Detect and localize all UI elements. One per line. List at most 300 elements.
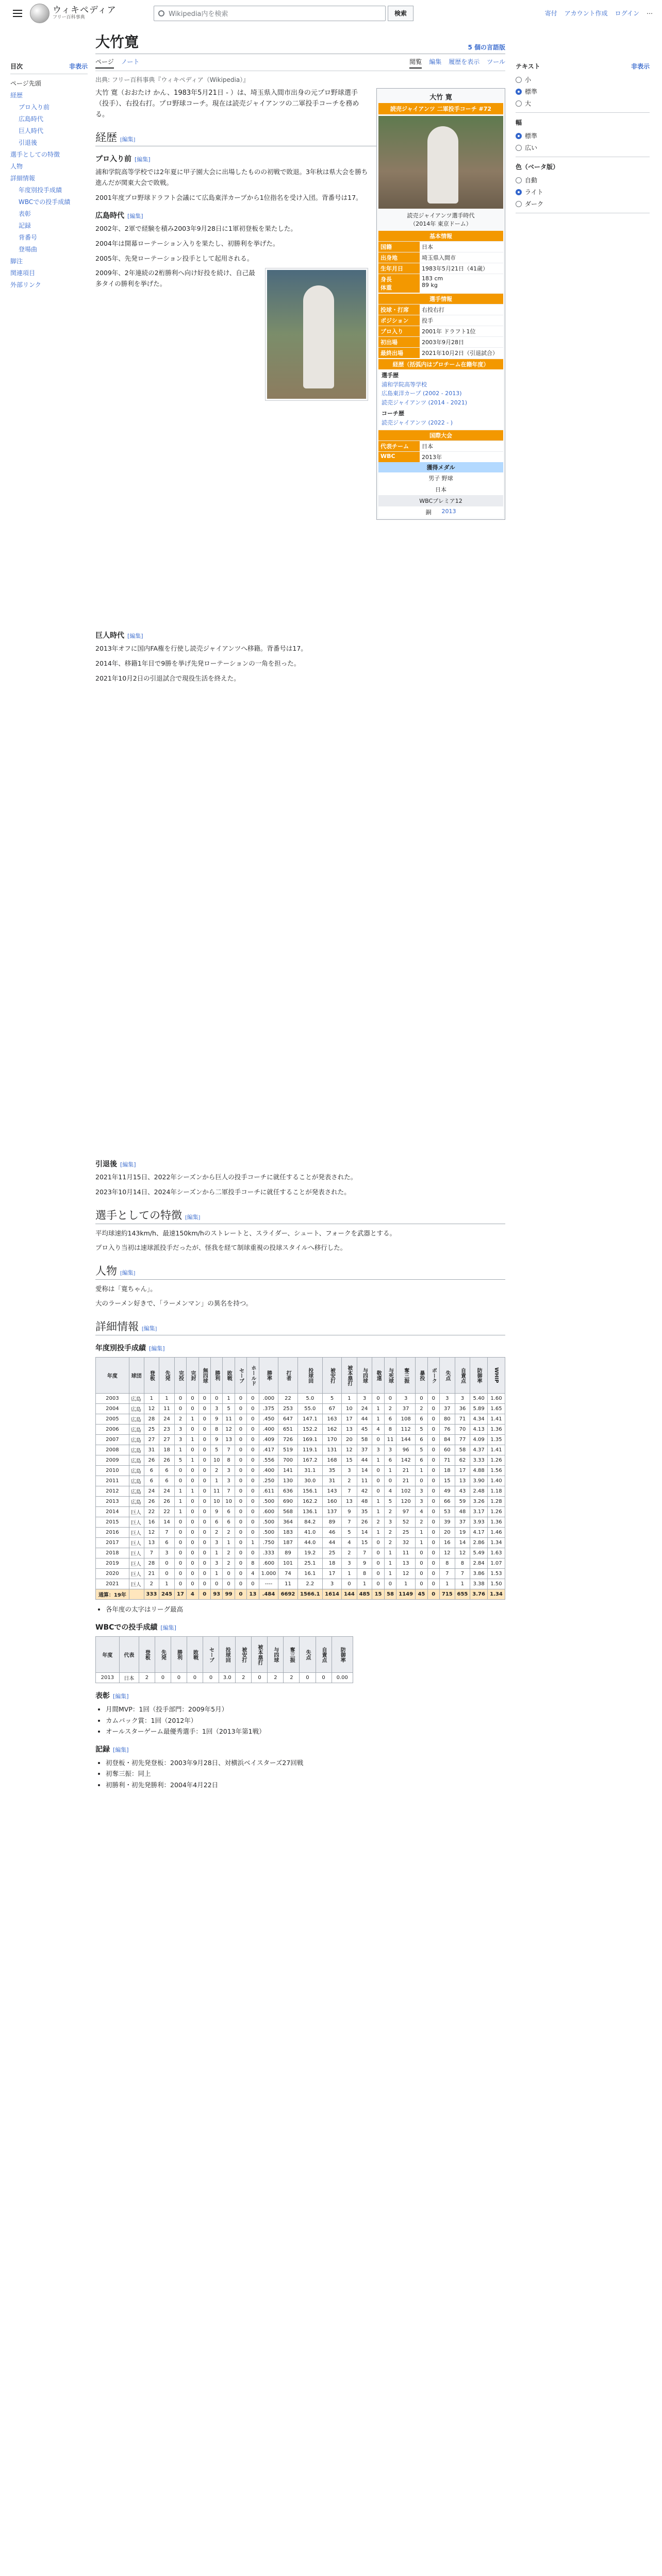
table-cell: 5 — [323, 1394, 342, 1404]
table-cell: 2013 — [96, 1497, 129, 1507]
site-logo[interactable] — [30, 4, 143, 23]
table-cell[interactable]: 巨人 — [129, 1528, 144, 1538]
tab-history[interactable]: 履歴を表示 — [449, 58, 480, 65]
table-cell: 0 — [416, 1476, 427, 1486]
table-cell: 4 — [384, 1486, 396, 1497]
infobox-row — [378, 241, 503, 252]
table-cell: 1 — [342, 1569, 357, 1579]
table-cell[interactable]: 広島 — [129, 1435, 144, 1445]
career-player-item[interactable]: 浦和学院高等学校 — [382, 381, 427, 388]
table-cell: 49 — [439, 1486, 455, 1497]
edit-link[interactable]: [編集] — [160, 1624, 176, 1632]
table-cell[interactable]: 巨人 — [129, 1569, 144, 1579]
table-cell: 4 — [372, 1425, 384, 1435]
infobox-value: 日本 — [420, 441, 503, 451]
table-cell: 21 — [144, 1569, 159, 1579]
table-cell: 5.49 — [470, 1548, 488, 1558]
table-cell: 1.36 — [487, 1425, 505, 1435]
table-cell: 152.2 — [297, 1425, 323, 1435]
table-cell: 0 — [247, 1445, 259, 1455]
table-cell: 0 — [235, 1414, 246, 1425]
table-cell: 0 — [384, 1476, 396, 1486]
table-cell: 2012 — [96, 1486, 129, 1497]
para-hiroshima-3: 2005年、先発ローテーション投手として起用される。 — [95, 254, 254, 262]
infobox-row — [378, 315, 503, 326]
table-cell: 8 — [455, 1558, 470, 1569]
stats-header: 打者 — [278, 1358, 297, 1394]
toc-item[interactable]: 表彰 — [19, 210, 31, 217]
toc-item[interactable]: 登場曲 — [19, 246, 38, 253]
table-of-contents — [10, 62, 88, 291]
toc-item[interactable]: 年度別投手成績 — [19, 187, 62, 194]
table-cell: 647 — [278, 1414, 297, 1425]
table-cell: 1.07 — [487, 1558, 505, 1569]
table-cell: 0 — [198, 1538, 210, 1548]
table-cell: 1 — [416, 1538, 427, 1548]
wbc-header: 防御率 — [332, 1637, 353, 1673]
table-cell: 31 — [144, 1445, 159, 1455]
table-cell: 11 — [384, 1435, 396, 1445]
table-cell: 1 — [384, 1466, 396, 1476]
toc-item[interactable]: 広島時代 — [19, 115, 44, 123]
table-cell: 119.1 — [297, 1445, 323, 1455]
tools-hide-button[interactable]: 非表示 — [631, 63, 650, 70]
stats-header: ボーク — [427, 1358, 439, 1394]
table-cell: 36 — [455, 1404, 470, 1414]
table-cell: 2013 — [96, 1673, 120, 1683]
text-size-option-label: 大 — [525, 100, 532, 107]
toc-item[interactable]: 巨人時代 — [19, 127, 44, 134]
main-content — [95, 31, 505, 1794]
table-cell: 364 — [278, 1517, 297, 1528]
stats-note[interactable]: • 各年度の太字はリーグ最高 — [106, 1604, 505, 1615]
table-cell: 0 — [187, 1445, 198, 1455]
radio-icon[interactable] — [516, 77, 522, 83]
table-cell: 1.46 — [487, 1528, 505, 1538]
table-cell: 136.1 — [297, 1507, 323, 1517]
record-item[interactable]: • 初奪三振：同上 — [106, 1768, 505, 1779]
medal-year[interactable]: 2013 — [441, 507, 456, 515]
table-cell: 4.88 — [470, 1466, 488, 1476]
infobox-title: 大竹 寛 — [429, 94, 452, 101]
table-cell: 9 — [210, 1507, 222, 1517]
table-cell: .500 — [259, 1517, 278, 1528]
radio-icon[interactable] — [516, 201, 522, 207]
table-cell: 0 — [235, 1558, 246, 1569]
table-cell: 6 — [416, 1435, 427, 1445]
table-cell[interactable]: 巨人 — [129, 1538, 144, 1548]
user-links — [545, 9, 653, 18]
career-player-item[interactable]: 広島東洋カープ (2002 - 2013) — [382, 390, 462, 397]
table-cell: 8 — [384, 1425, 396, 1435]
edit-link[interactable]: [編集] — [120, 1161, 136, 1168]
color-option[interactable] — [516, 186, 650, 198]
infobox-key: 生年月日 — [378, 263, 420, 274]
edit-link[interactable]: [編集] — [120, 137, 136, 143]
table-cell: 0 — [427, 1538, 439, 1548]
search-form — [154, 6, 413, 21]
table-cell: 1.40 — [487, 1476, 505, 1486]
table-cell: 99 — [223, 1589, 235, 1600]
table-cell: 0 — [427, 1528, 439, 1538]
table-cell: 26 — [144, 1497, 159, 1507]
table-cell: 0 — [235, 1569, 246, 1579]
table-cell: .400 — [259, 1425, 278, 1435]
table-cell: 3 — [210, 1404, 222, 1414]
table-cell: 15 — [372, 1589, 384, 1600]
heading-hiroshima: 広島時代 [編集] — [95, 212, 143, 221]
infobox-row — [378, 274, 503, 293]
infobox-row — [378, 440, 503, 451]
table-cell: 0 — [235, 1486, 246, 1497]
radio-icon[interactable] — [516, 89, 522, 95]
table-cell: 0 — [247, 1476, 259, 1486]
table-cell: 10 — [342, 1404, 357, 1414]
stats-header: 防御率 — [470, 1358, 488, 1394]
table-cell: 6 — [223, 1517, 235, 1528]
text-size-option[interactable] — [516, 74, 650, 86]
table-cell: 0 — [235, 1538, 246, 1548]
wbc-header: 自責点 — [316, 1637, 332, 1673]
table-cell: 62 — [455, 1455, 470, 1466]
table-cell: 0 — [372, 1579, 384, 1589]
table-cell: 253 — [278, 1404, 297, 1414]
search-button[interactable]: 検索 — [388, 6, 413, 21]
table-cell: 0 — [372, 1569, 384, 1579]
width-option-label: 広い — [525, 144, 538, 151]
table-cell: 7 — [144, 1548, 159, 1558]
stats-header: 勝利 — [210, 1358, 222, 1394]
table-cell: 2019 — [96, 1558, 129, 1569]
table-row — [96, 1445, 505, 1455]
table-cell: 333 — [144, 1589, 159, 1600]
edit-link[interactable]: [編集] — [149, 1345, 165, 1352]
table-cell: 7 — [455, 1569, 470, 1579]
table-cell: 1 — [210, 1569, 222, 1579]
color-option[interactable] — [516, 174, 650, 186]
table-cell[interactable]: 巨人 — [129, 1548, 144, 1558]
wbc-header: 失点 — [300, 1637, 316, 1673]
table-cell — [129, 1589, 144, 1600]
page-title: 大竹寛 — [95, 35, 139, 50]
radio-icon[interactable] — [516, 177, 522, 183]
table-cell: 0 — [427, 1497, 439, 1507]
table-cell: 0 — [210, 1394, 222, 1404]
color-option-label: ダーク — [525, 200, 544, 208]
table-row — [96, 1486, 505, 1497]
table-cell: 1.56 — [487, 1466, 505, 1476]
toc-item[interactable]: 詳細情報 — [10, 175, 36, 182]
table-cell: 12 — [144, 1404, 159, 1414]
table-cell: 2021 — [96, 1579, 129, 1589]
table-cell[interactable]: 巨人 — [129, 1517, 144, 1528]
table-cell: 0 — [372, 1486, 384, 1497]
table-cell: 13 — [342, 1497, 357, 1507]
table-cell: .600 — [259, 1558, 278, 1569]
table-cell: 1 — [174, 1497, 186, 1507]
table-cell: 84.2 — [297, 1517, 323, 1528]
edit-link[interactable]: [編集] — [185, 1214, 201, 1221]
medal-event: WBCプレミア12 — [378, 495, 503, 506]
record-item[interactable]: • 初登板・初先発登板：2003年9月28日、対横浜ベイスターズ27回戦 — [106, 1757, 505, 1768]
width-option[interactable] — [516, 130, 650, 142]
toc-item[interactable]: 引退後 — [19, 139, 38, 146]
stats-table — [95, 1357, 505, 1600]
table-cell: 6 — [144, 1476, 159, 1486]
stats-header: 暴投 — [416, 1358, 427, 1394]
toc-item[interactable]: WBCでの投手成績 — [19, 198, 71, 206]
table-cell: 1614 — [323, 1589, 342, 1600]
table-cell: 167.2 — [297, 1455, 323, 1466]
award-item[interactable]: • 月間MVP：1回（投手部門：2009年5月） — [106, 1704, 505, 1715]
login-link[interactable]: ログイン — [615, 10, 639, 17]
tab-read[interactable]: 閲覧 — [409, 57, 422, 69]
table-cell: 0 — [235, 1435, 246, 1445]
stats-header: WHIP — [487, 1358, 505, 1394]
table-cell: 2 — [384, 1528, 396, 1538]
table-cell: 17 — [455, 1466, 470, 1476]
table-cell: .556 — [259, 1455, 278, 1466]
tab-tools[interactable]: ツール — [487, 58, 505, 65]
record-item[interactable]: • 初勝利・初先発勝利：2004年4月22日 — [106, 1780, 505, 1790]
table-cell: 144 — [396, 1435, 416, 1445]
table-cell: 2 — [268, 1673, 284, 1683]
table-cell[interactable]: 広島 — [129, 1497, 144, 1507]
width-option[interactable] — [516, 142, 650, 154]
inline-photo[interactable] — [265, 268, 368, 401]
table-cell: 655 — [455, 1589, 470, 1600]
color-option[interactable] — [516, 198, 650, 210]
table-cell[interactable]: 広島 — [129, 1476, 144, 1486]
donate-link[interactable]: 寄付 — [544, 10, 557, 17]
create-account-link[interactable]: アカウント作成 — [564, 10, 608, 17]
table-cell: 245 — [159, 1589, 175, 1600]
table-cell: 1.34 — [487, 1538, 505, 1548]
career-coach-item[interactable]: 読売ジャイアンツ (2022 - ) — [382, 419, 453, 426]
table-cell: 3 — [210, 1538, 222, 1548]
heading-features: 選手としての特徴 [編集] — [95, 1207, 505, 1224]
table-cell: 0 — [187, 1538, 198, 1548]
table-cell: 1 — [439, 1579, 455, 1589]
radio-icon[interactable] — [516, 189, 522, 195]
radio-icon[interactable] — [516, 100, 522, 107]
table-cell: 44.0 — [297, 1538, 323, 1548]
edit-link[interactable]: [編集] — [135, 156, 151, 163]
table-cell: 1 — [342, 1394, 357, 1404]
toc-item[interactable]: 人物 — [10, 163, 23, 170]
table-cell: 44 — [357, 1414, 372, 1425]
table-cell[interactable]: 広島 — [129, 1445, 144, 1455]
table-cell: 3 — [210, 1558, 222, 1569]
table-cell: 3 — [174, 1425, 186, 1435]
table-cell: 0 — [198, 1414, 210, 1425]
table-cell: 0 — [247, 1486, 259, 1497]
table-cell: 0 — [235, 1589, 246, 1600]
wikipedia-globe-icon — [30, 4, 49, 23]
table-cell: 169.1 — [297, 1435, 323, 1445]
table-cell: 0 — [174, 1548, 186, 1558]
table-cell[interactable]: 広島 — [129, 1486, 144, 1497]
table-cell: 0 — [174, 1404, 186, 1414]
table-cell[interactable]: 広島 — [129, 1414, 144, 1425]
text-size-title: テキスト — [516, 63, 540, 70]
site-header — [0, 0, 662, 27]
table-cell: 3 — [342, 1466, 357, 1476]
toc-hide-button[interactable]: 非表示 — [69, 63, 88, 70]
award-item[interactable]: • オールスターゲーム最優秀選手：1回（2013年第1戦） — [106, 1726, 505, 1737]
toc-item[interactable]: 記録 — [19, 222, 31, 229]
logo-subtitle: フリー百科事典 — [53, 14, 85, 20]
toc-item[interactable]: 選手としての特徴 — [10, 151, 60, 158]
career-player-head: 選手歴 — [382, 372, 399, 379]
edit-link[interactable]: [編集] — [127, 633, 143, 640]
table-cell: 0 — [235, 1548, 246, 1558]
table-cell: 0 — [427, 1589, 439, 1600]
table-cell[interactable]: 巨人 — [129, 1507, 144, 1517]
table-cell: 0 — [372, 1538, 384, 1548]
toc-item[interactable]: 経歴 — [10, 92, 23, 99]
radio-icon[interactable] — [516, 133, 522, 139]
edit-link[interactable]: [編集] — [120, 1269, 136, 1276]
table-cell: 9 — [342, 1507, 357, 1517]
table-cell[interactable]: 広島 — [129, 1466, 144, 1476]
table-cell: 24 — [144, 1486, 159, 1497]
toc-item[interactable]: ページ先頭 — [10, 80, 41, 87]
infobox-photo[interactable] — [378, 116, 503, 209]
infobox-key: プロ入り — [378, 326, 420, 336]
table-cell[interactable]: 広島 — [129, 1425, 144, 1435]
stats-header: 被安打 — [323, 1358, 342, 1394]
heading-details: 詳細情報 [編集] — [95, 1318, 505, 1335]
table-cell: 7 — [223, 1486, 235, 1497]
table-cell: 10 — [223, 1497, 235, 1507]
table-cell: 187 — [278, 1538, 297, 1548]
table-cell: 3.26 — [470, 1497, 488, 1507]
table-cell: 1.60 — [487, 1394, 505, 1404]
text-size-option[interactable] — [516, 97, 650, 109]
toc-item[interactable]: プロ入り前 — [19, 104, 50, 111]
table-cell: 89 — [278, 1548, 297, 1558]
stats-header: 被本塁打 — [342, 1358, 357, 1394]
infobox-section-intl: 国際大会 — [378, 430, 503, 440]
table-cell: 31 — [323, 1476, 342, 1486]
career-coach-head: コーチ歴 — [382, 410, 404, 417]
table-cell: 0 — [427, 1394, 439, 1404]
heading-person: 人物 [編集] — [95, 1263, 505, 1280]
table-cell: 162.2 — [297, 1497, 323, 1507]
edit-link[interactable]: [編集] — [113, 1747, 129, 1754]
table-cell[interactable]: 広島 — [129, 1404, 144, 1414]
table-cell: 1.26 — [487, 1507, 505, 1517]
infobox-section-player: 選手情報 — [378, 294, 503, 304]
table-cell: 35 — [323, 1466, 342, 1476]
table-cell: 0 — [247, 1414, 259, 1425]
table-cell: 0 — [198, 1455, 210, 1466]
toc-item[interactable]: 脚注 — [10, 258, 23, 265]
wbc-header: 登板 — [139, 1637, 155, 1673]
table-cell: 3 — [342, 1558, 357, 1569]
table-cell: 0 — [174, 1579, 186, 1589]
stats-header: 敗戦 — [223, 1358, 235, 1394]
table-cell: 142 — [396, 1455, 416, 1466]
table-cell: 39 — [439, 1517, 455, 1528]
para-hiroshima-4: 2009年、2年連続の2桁勝利へ向け好投を続け、自己最多タイの勝利を挙げた。 — [95, 269, 255, 287]
table-cell: 通算：19年 — [96, 1589, 129, 1600]
table-cell: 1 — [210, 1548, 222, 1558]
heading-stats: 年度別投手成績 [編集] — [95, 1344, 165, 1353]
table-row — [96, 1507, 505, 1517]
stats-header: 登板 — [144, 1358, 159, 1394]
table-cell: 0 — [247, 1528, 259, 1538]
table-cell: 0 — [235, 1528, 246, 1538]
career-player-item[interactable]: 読売ジャイアンツ (2014 - 2021) — [382, 399, 468, 406]
award-item[interactable]: • カムバック賞：1回（2012年） — [106, 1715, 505, 1726]
toc-item[interactable]: 関連項目 — [10, 269, 36, 277]
table-cell: 27 — [159, 1435, 175, 1445]
table-cell: 2 — [416, 1517, 427, 1528]
table-cell[interactable]: 広島 — [129, 1394, 144, 1404]
table-cell: 0 — [247, 1435, 259, 1445]
color-option-label: 自動 — [525, 177, 538, 184]
table-cell[interactable]: 巨人 — [129, 1558, 144, 1569]
toc-item[interactable]: 外部リンク — [10, 281, 41, 289]
more-options-icon[interactable]: ⋯ — [647, 9, 653, 17]
table-cell: 2 — [342, 1476, 357, 1486]
table-row — [96, 1538, 505, 1548]
table-cell[interactable]: 広島 — [129, 1455, 144, 1466]
table-cell[interactable]: 巨人 — [129, 1579, 144, 1589]
tab-talk[interactable]: ノート — [121, 58, 140, 65]
table-cell: 20 — [342, 1435, 357, 1445]
table-cell: 31.1 — [297, 1466, 323, 1476]
table-cell: 17 — [323, 1569, 342, 1579]
table-cell: 18 — [439, 1466, 455, 1476]
table-cell: 24 — [159, 1486, 175, 1497]
stats-header: 完投 — [174, 1358, 186, 1394]
text-size-option[interactable] — [516, 86, 650, 97]
table-cell: 19.2 — [297, 1548, 323, 1558]
table-cell: 2 — [284, 1673, 300, 1683]
table-cell: 0 — [187, 1579, 198, 1589]
edit-link[interactable]: [編集] — [113, 1693, 129, 1700]
infobox-section-basic: 基本情報 — [378, 231, 503, 241]
medal-head: 獲得メダル — [378, 462, 503, 472]
tab-edit[interactable]: 編集 — [429, 58, 442, 65]
table-cell: 0 — [235, 1404, 246, 1414]
edit-link[interactable]: [編集] — [142, 1326, 157, 1332]
table-cell: 8 — [357, 1569, 372, 1579]
table-cell: 0 — [235, 1445, 246, 1455]
main-menu-icon[interactable] — [9, 5, 26, 22]
radio-icon[interactable] — [516, 145, 522, 151]
language-button[interactable]: 5 個の言語版 — [468, 44, 505, 51]
table-cell: 2005 — [96, 1414, 129, 1425]
table-cell: 163 — [323, 1414, 342, 1425]
table-cell: 23 — [159, 1425, 175, 1435]
tab-page[interactable]: ページ — [95, 57, 114, 69]
table-cell: 0 — [427, 1414, 439, 1425]
edit-link[interactable]: [編集] — [127, 213, 143, 220]
search-input[interactable] — [154, 6, 386, 21]
table-cell: 715 — [439, 1589, 455, 1600]
table-cell: 0 — [174, 1517, 186, 1528]
table-cell: 651 — [278, 1425, 297, 1435]
table-total-row — [96, 1589, 505, 1600]
toc-item[interactable]: 背番号 — [19, 234, 38, 241]
table-cell: 17 — [174, 1589, 186, 1600]
table-cell: 141 — [278, 1466, 297, 1476]
table-cell: 5 — [223, 1404, 235, 1414]
